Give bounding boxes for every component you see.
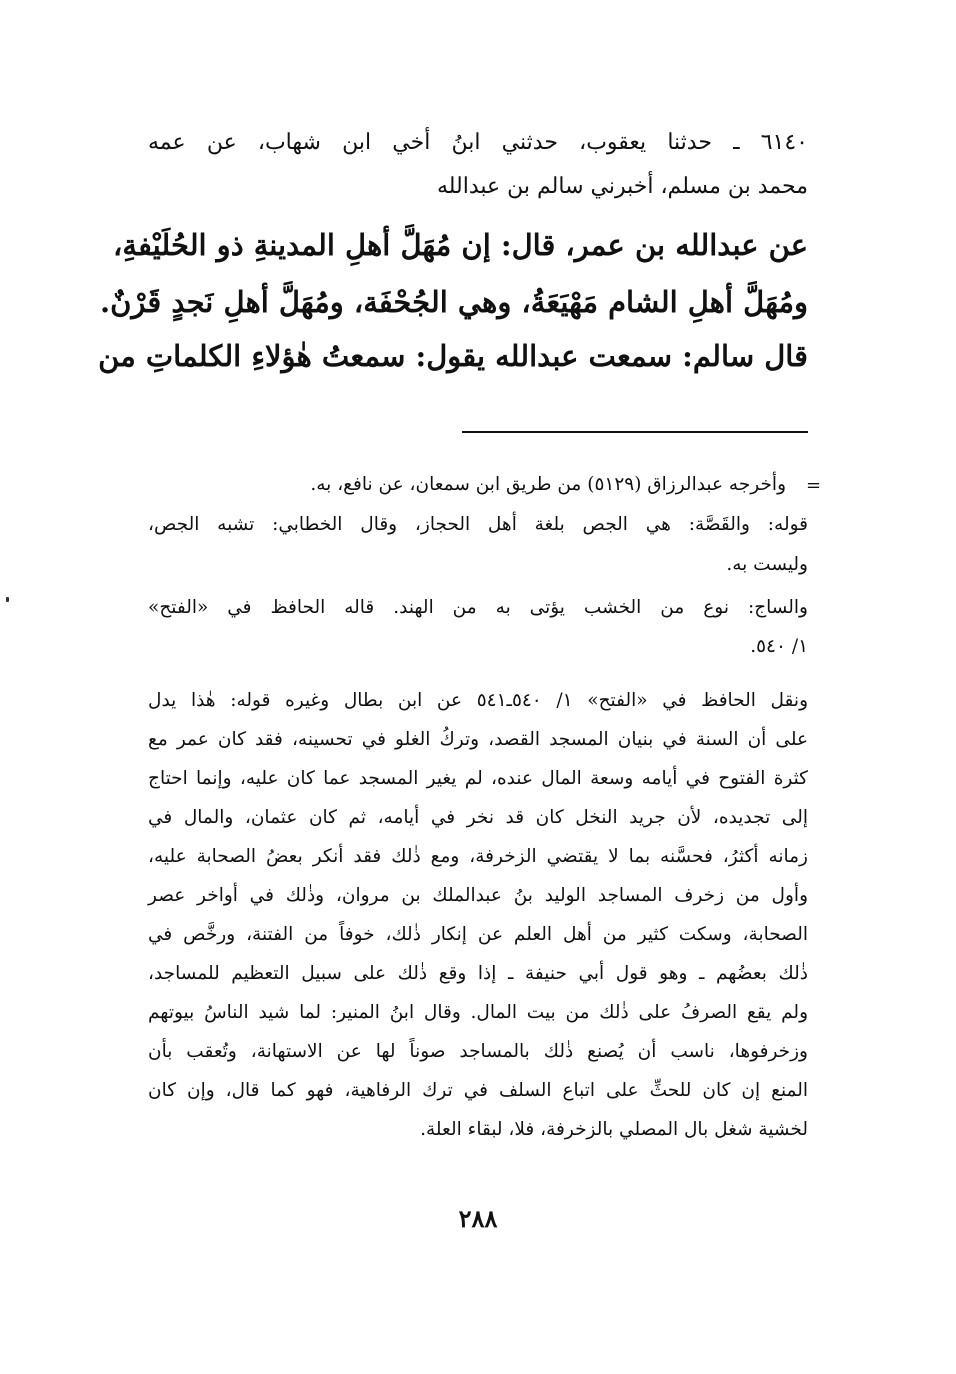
continuation-mark: = [806,475,822,496]
footnote-line: على أن السنة في بنيان المسجد القصد، وتركُ الغلو في تحسينه، فقد كان عمر مع [148,729,808,750]
hadith-chain-line-2: محمد بن مسلم، أخبرني سالم بن عبدالله [436,174,808,199]
footnote-line: والساج: نوع من الخشب يؤتى به من الهند. قاله الحافظ في «الفتح» [148,597,808,618]
footnote-line: ولم يقع الصرفُ على ذٰلك من بيت المال. وقال ابنُ المنير: لما شيد الناسُ بيوتهم [148,1002,808,1023]
footnote-line: قوله: والقَصَّة: هي الجص بلغة أهل الحجاز، وقال الخطابي: تشبه الجص، [148,514,808,535]
footnote-line: الصحابة، وسكت كثير من أهل العلم عن إنكار ذٰلك، خوفاً من الفتنة، ورخَّص في [148,924,808,945]
footnote-line: ونقل الحافظ في «الفتح» ١/ ٥٤٠ـ٥٤١ عن ابن بطال وغيره قوله: هٰذا يدل [148,690,809,711]
hadith-text-line-2: ومُهَلَّ أهلِ الشام مَهْيَعَةُ، وهي الجُحْفَة، ومُهَلَّ أهلِ نَجدٍ قَرْنٌ. [100,285,808,319]
footnote-line: إلى تجديده، لأن جريد النخل كان قد نخر في أيامه، ثم كان عثمان، والمال في [148,807,808,828]
footnote-line: ذٰلك بعضُهم ـ وهو قول أبي حنيفة ـ إذا وقع ذٰلك على سبيل التعظيم للمساجد، [148,963,808,984]
footnote-separator [462,431,808,433]
footnote-line: وأول من زخرف المساجد الوليد بنُ عبدالملك بن مروان، وذٰلك في أواخر عصر [148,885,808,906]
footnote-line: وأخرجه عبدالرزاق (٥١٢٩) من طريق ابن سمعان، عن نافع، به. [310,474,786,495]
hadith-text-line-3: قال سالم: سمعت عبدالله يقول: سمعتُ هٰؤلاءِ الكلماتِ من [98,339,808,373]
footnote-line: كثرة الفتوح في أيامه وسعة المال عنده، لم يغير المسجد عما كان عليه، وإنما احتاج [148,768,808,789]
footnote-line: ١/ ٥٤٠. [750,636,808,657]
hadith-text-line-1: عن عبدالله بن عمر، قال: إن مُهَلَّ أهلِ المدينةِ ذو الحُلَيْفةِ، [113,228,808,262]
footnote-line: المنع إن كان للحثِّ على اتباع السلف في ترك الرفاهية، فهو كما قال، وإن كان [148,1080,808,1101]
footnote-line: وزخرفوها، ناسب أن يُصنع ذٰلك بالمساجد صوناً لها عن الاستهانة، وتُعقب بأن [148,1041,808,1062]
footnote-line: لخشية شغل بال المصلي بالزخرفة، فلا، لبقاء العلة. [420,1119,808,1140]
hadith-chain-line-1: ٦١٤٠ ـ حدثنا يعقوب، حدثني ابنُ أخي ابن شهاب، عن عمه [148,130,808,155]
footnote-line: زمانه أكثرُ، فحسَّنه بما لا يقتضي الزخرفة، ومع ذٰلك فقد أنكر بعضُ الصحابة عليه، [148,846,808,867]
scan-speck [6,597,9,602]
page-number: ٢٨٨ [458,1204,498,1233]
footnote-line: وليست به. [726,554,808,575]
